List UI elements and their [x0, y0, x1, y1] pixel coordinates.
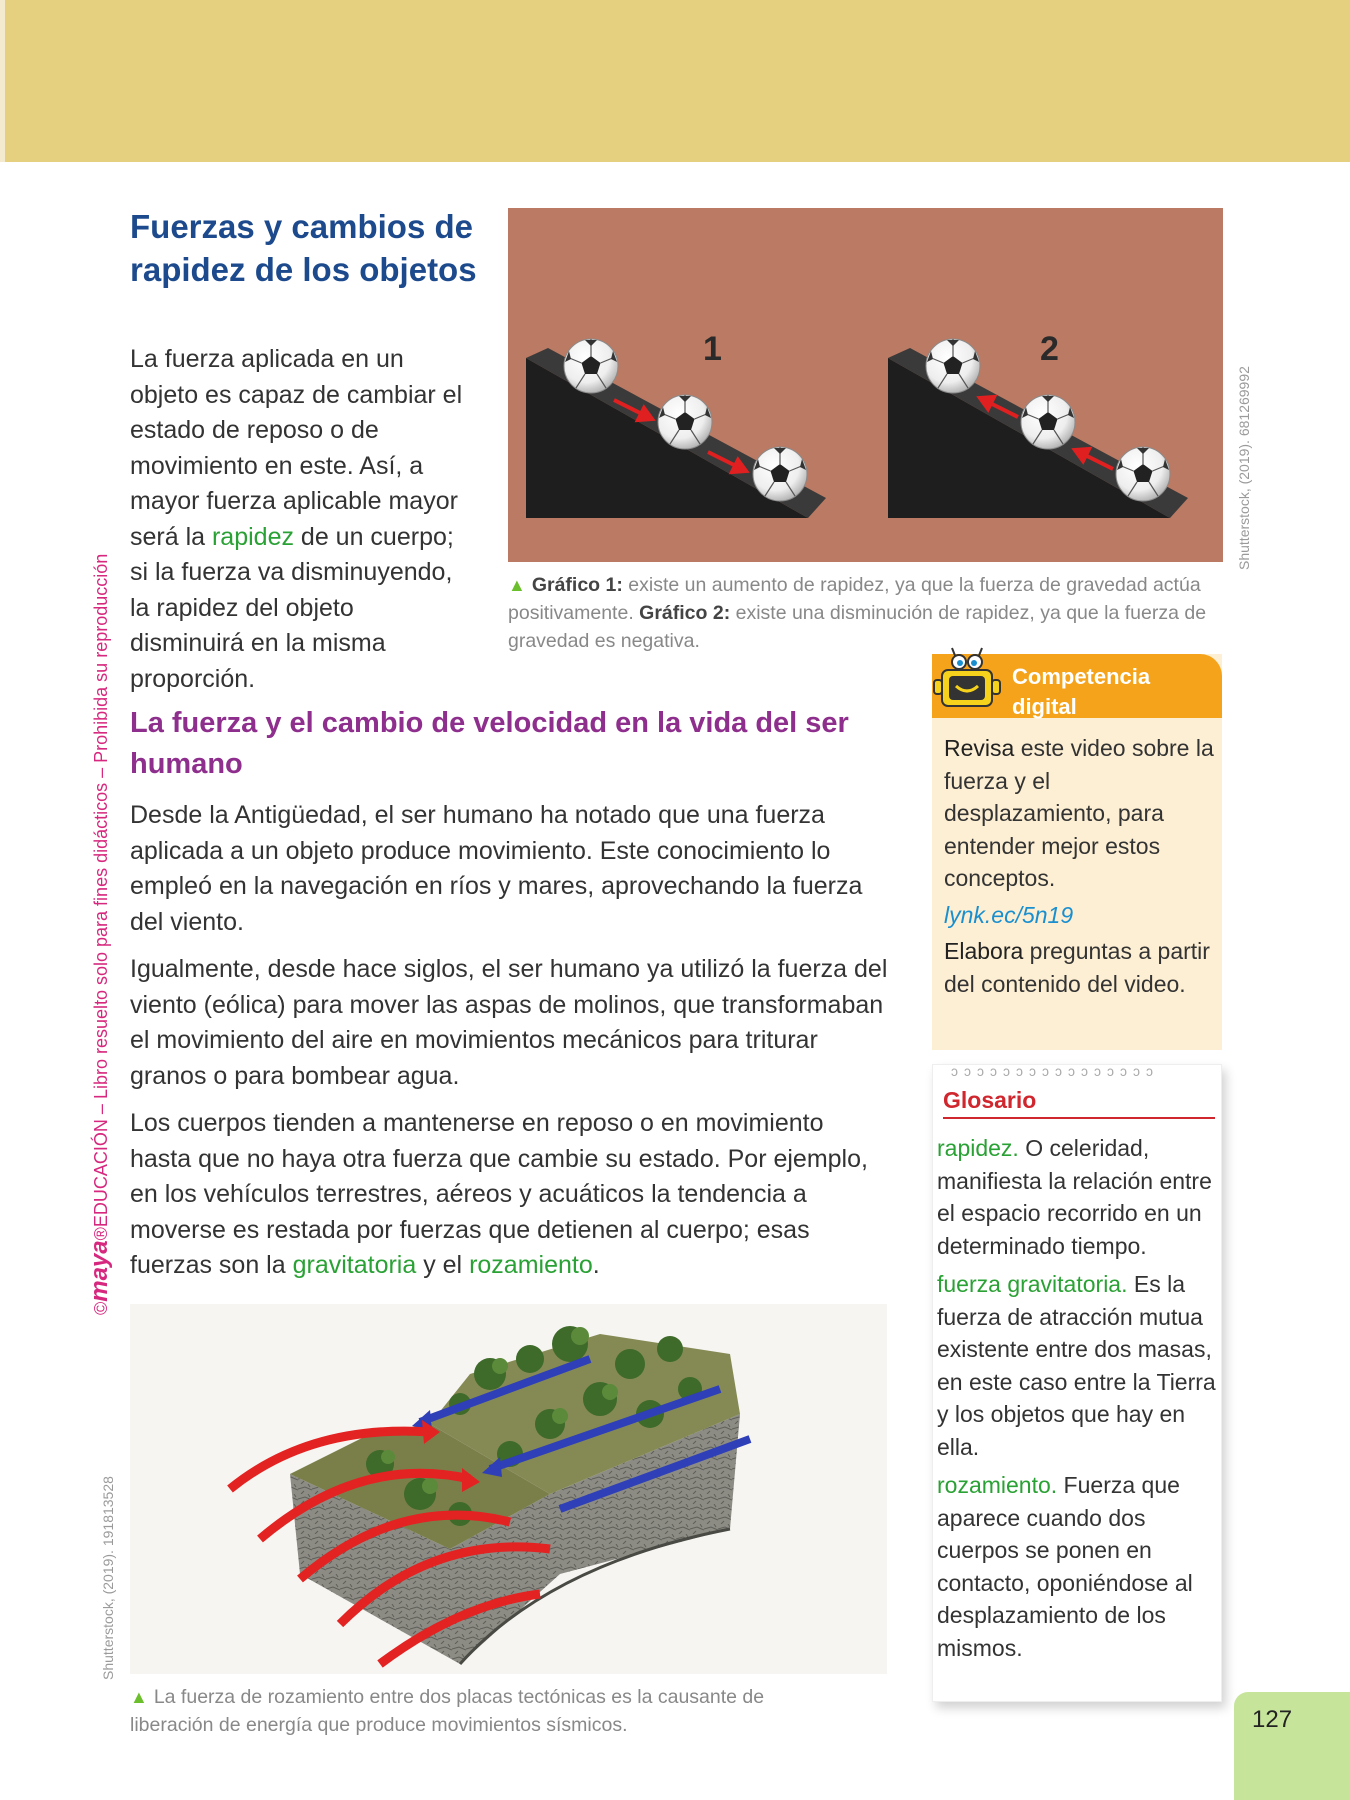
spiral-binding-decoration: ↄↄↄↄↄↄↄↄↄↄↄↄↄↄↄↄ	[951, 1063, 1159, 1077]
glosario-definition: O celeridad, manifiesta la relación entre el espacio recorrido en un determinado tiempo.	[937, 1135, 1212, 1259]
ball-icon	[1021, 395, 1075, 449]
competencia-paragraph-1	[944, 732, 1214, 895]
intro-text-end: de un cuerpo; si la fuerza va disminuyendo, la rapidez del objeto disminuirá en la misma proporción.	[130, 522, 454, 693]
page-title: Fuerzas y cambios de rapidez de los objetos	[130, 208, 477, 288]
glosario-title: Glosario	[943, 1085, 1215, 1119]
brand-logo-text: maya	[86, 1240, 113, 1302]
figure2-caption	[130, 1683, 850, 1739]
competencia-title: Competencia digital	[1012, 664, 1151, 719]
glosario-entry	[937, 1268, 1221, 1463]
figure1-caption	[508, 571, 1208, 655]
glosario-entries	[937, 1132, 1221, 1670]
slope-figure	[508, 208, 1223, 562]
competencia-paragraph-2	[944, 935, 1214, 1000]
competencia-verb-revisa: Revisa	[944, 735, 1015, 761]
caption-triangle-icon: ▲	[508, 575, 526, 595]
glosario-definition: Es la fuerza de atracción mutua existente entre dos masas, en este caso entre la Tierra y los objetos que hay en ella.	[937, 1271, 1216, 1460]
caption-bold-2: Gráfico 2:	[639, 602, 731, 624]
ball-icon	[658, 395, 712, 449]
intro-paragraph	[130, 342, 465, 697]
ball-icon	[1116, 447, 1170, 501]
term-rozamiento[interactable]: rozamiento	[469, 1251, 593, 1279]
glosario-term: rozamiento.	[937, 1472, 1058, 1498]
caption-text-1: existe un aumento de rapidez, ya que la fuerza de gravedad actúa positivamente.	[508, 574, 1201, 624]
glosario-entry	[937, 1469, 1221, 1664]
top-color-band	[0, 0, 1350, 162]
slope-label-2: 2	[1040, 330, 1059, 368]
glosario-entry	[937, 1132, 1221, 1262]
figure2-credit: Shutterstock, (2019). 191813528	[100, 1476, 116, 1680]
side-copyright-rest: ®EDUCACIÓN – Libro resuelto solo para fines didácticos – Prohibida su reproducción	[91, 553, 111, 1241]
page-number: 127	[1252, 1706, 1293, 1733]
paragraph-3-start: Los cuerpos tienden a mantenerse en reposo o en movimiento hasta que no haya otra fuerza que cambie su estado. Por ejemplo, en los vehículos terrestres, aéreos y acuáticos la tendencia a moverse es restada por fuerzas que detienen al cuerpo; esas fuerzas son la	[130, 1109, 868, 1279]
paragraph-2: Igualmente, desde hace siglos, el ser humano ya utilizó la fuerza del viento (eólica) para mover las aspas de molinos, que transformaban el movimiento del aire en movimientos mecánicos para triturar granos o para bombear agua.	[130, 955, 888, 1090]
caption-text-2: existe una disminución de rapidez, ya que la fuerza de gravedad es negativa.	[508, 602, 1207, 652]
ball-icon	[564, 339, 618, 393]
copyright-symbol: ©	[91, 1301, 111, 1315]
glosario-term: rapidez.	[937, 1135, 1019, 1161]
page-number-tab	[1234, 1692, 1350, 1800]
video-link[interactable]: lynk.ec/5n19	[944, 901, 1074, 928]
intro-text-start: La fuerza aplicada en un objeto es capaz de cambiar el estado de reposo o de movimiento en este. Así, a mayor fuerza aplicable mayor será la	[130, 345, 463, 551]
caption-triangle-icon: ▲	[130, 1687, 148, 1707]
figure2-caption-text: La fuerza de rozamiento entre dos placas tectónicas es la causante de liberación de energía que produce movimientos sísmicos.	[130, 1686, 765, 1736]
term-rapidez[interactable]: rapidez	[211, 522, 294, 551]
figure1-credit: Shutterstock, (2019). 681269992	[1236, 366, 1252, 570]
ball-icon	[926, 339, 980, 393]
glosario-box	[932, 1064, 1222, 1702]
side-copyright-text	[86, 475, 114, 1315]
competencia-text-2: preguntas a partir del contenido del video.	[944, 938, 1210, 997]
paragraph-3-end: .	[592, 1251, 600, 1279]
tectonic-figure	[130, 1304, 887, 1674]
paragraph-3-mid: y el	[416, 1251, 470, 1279]
glosario-definition: Fuerza que aparece cuando dos cuerpos se ponen en contacto, oponiéndose al desplazamiento de los mismos.	[937, 1472, 1193, 1661]
competencia-header	[932, 654, 1222, 718]
tectonic-illustration	[130, 1304, 887, 1674]
ball-icon	[753, 447, 807, 501]
glosario-term: fuerza gravitatoria.	[937, 1271, 1128, 1297]
competencia-digital-box	[932, 654, 1222, 1050]
competencia-text-1: este video sobre la fuerza y el desplazamiento, para entender mejor estos conceptos.	[944, 735, 1214, 891]
competencia-verb-elabora: Elabora	[944, 938, 1024, 964]
term-gravitatoria[interactable]: gravitatoria	[292, 1251, 417, 1279]
competencia-body	[944, 732, 1214, 1004]
caption-bold-1: Gráfico 1:	[531, 574, 623, 596]
slope-illustration	[508, 208, 1223, 562]
slope-label-1: 1	[703, 330, 722, 368]
paragraph-3	[130, 1106, 890, 1284]
section-title: La fuerza y el cambio de velocidad en la vida del ser humano	[130, 707, 849, 780]
robot-mascot-icon	[932, 642, 1002, 716]
paragraph-1: Desde la Antigüedad, el ser humano ha notado que una fuerza aplicada a un objeto produce movimiento. Este conocimiento lo empleó en la navegación en ríos y mares, aprovechando la fuerza del viento.	[130, 801, 863, 936]
